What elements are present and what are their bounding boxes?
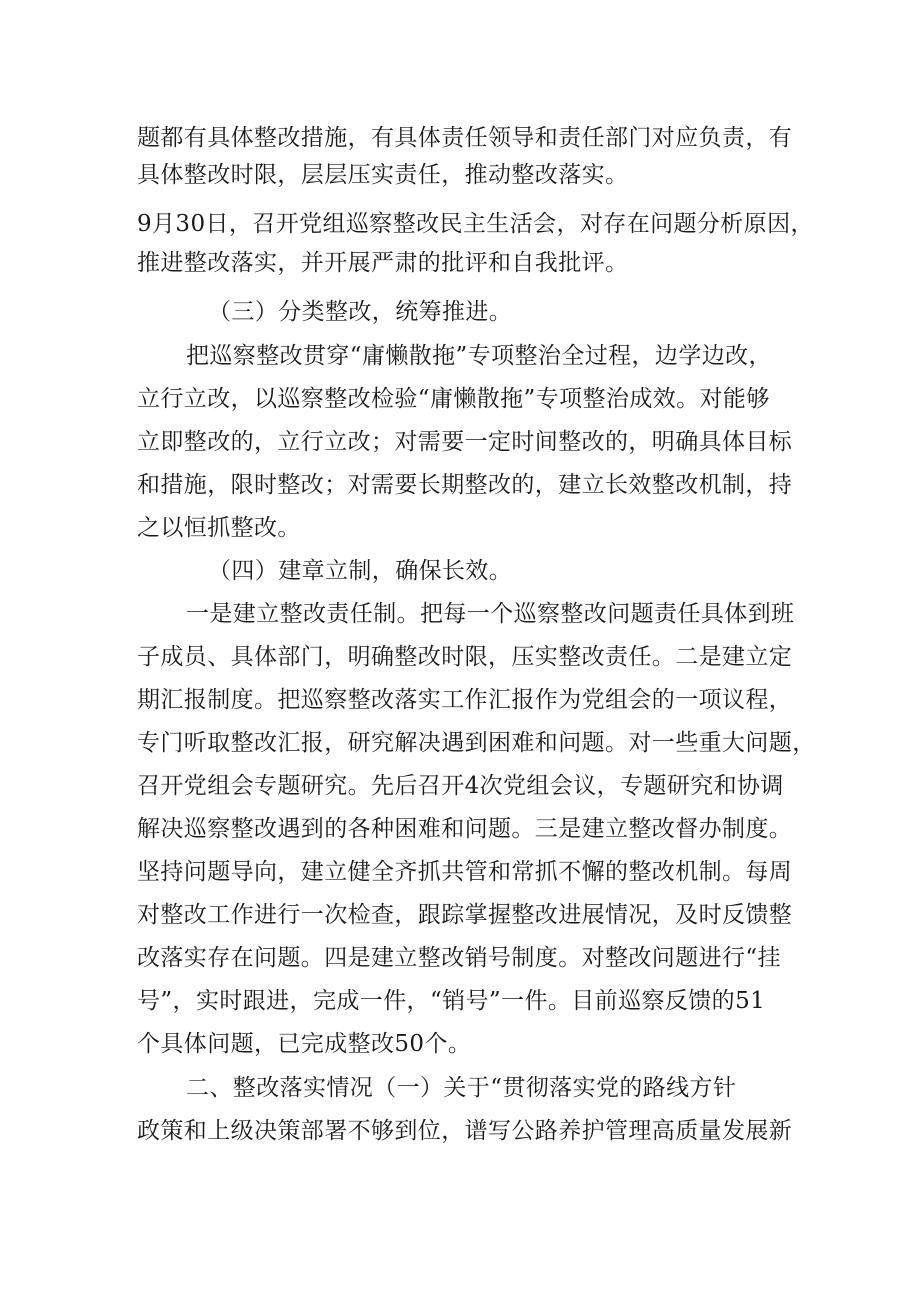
text-line: 政策和上级决策部署不够到位，谱写公路养护管理高质量发展新 [137,1118,793,1144]
text-line: 立即整改的，立行立改；对需要一定时间整改的，明确具体目标 [137,429,793,455]
section-heading: 二、整改落实情况（一）关于“贯彻落实党的路线方针 [186,1075,737,1101]
text-line: 解决巡察整改遇到的各种困难和问题。三是建立整改督办制度。 [137,816,793,842]
text-line: 个具体问题，已完成整改50个。 [137,1031,472,1057]
text-line: 和措施，限时整改；对需要长期整改的，建立长效整改机制，持 [137,472,793,498]
text-line: 期汇报制度。把巡察整改落实工作汇报作为党组会的一项议程， [137,687,793,713]
text-line: 对整改工作进行一次检查，跟踪掌握整改进展情况，及时反馈整 [137,902,793,928]
text-line: 专门听取整改汇报，研究解决遇到困难和问题。对一些重大问题， [137,730,816,756]
text-line: 坚持问题导向，建立健全齐抓共管和常抓不懈的整改机制。每周 [137,859,793,885]
section-heading: （三）分类整改，统筹推进。 [208,299,513,325]
section-heading: （四）建章立制，确保长效。 [208,558,513,584]
text-line: 立行立改，以巡察整改检验“庸懒散拖”专项整治成效。对能够 [137,386,770,412]
text-line: 把巡察整改贯穿“庸懒散拖”专项整治全过程，边学边改， [186,343,772,369]
text-line: 具体整改时限，层层压实责任，推动整改落实。 [137,162,629,188]
text-line: 召开党组会专题研究。先后召开4次党组会议，专题研究和协调 [137,773,784,799]
text-line: 之以恒抓整改。 [137,515,301,541]
text-line: 子成员、具体部门，明确整改时限，压实整改责任。二是建立定 [137,644,793,670]
text-line: 改落实存在问题。四是建立整改销号制度。对整改问题进行“挂 [137,945,781,971]
text-line: 号”，实时跟进，完成一件，“销号”一件。目前巡察反馈的51 [137,988,766,1014]
text-line: 9月30日，召开党组巡察整改民主生活会，对存在问题分析原因， [137,211,814,237]
text-line: 推进整改落实，并开展严肃的批评和自我批评。 [137,250,629,276]
text-line: 一是建立整改责任制。把每一个巡察整改问题责任具体到班 [186,601,795,627]
text-line: 题都有具体整改措施，有具体责任领导和责任部门对应负责，有 [137,125,793,151]
